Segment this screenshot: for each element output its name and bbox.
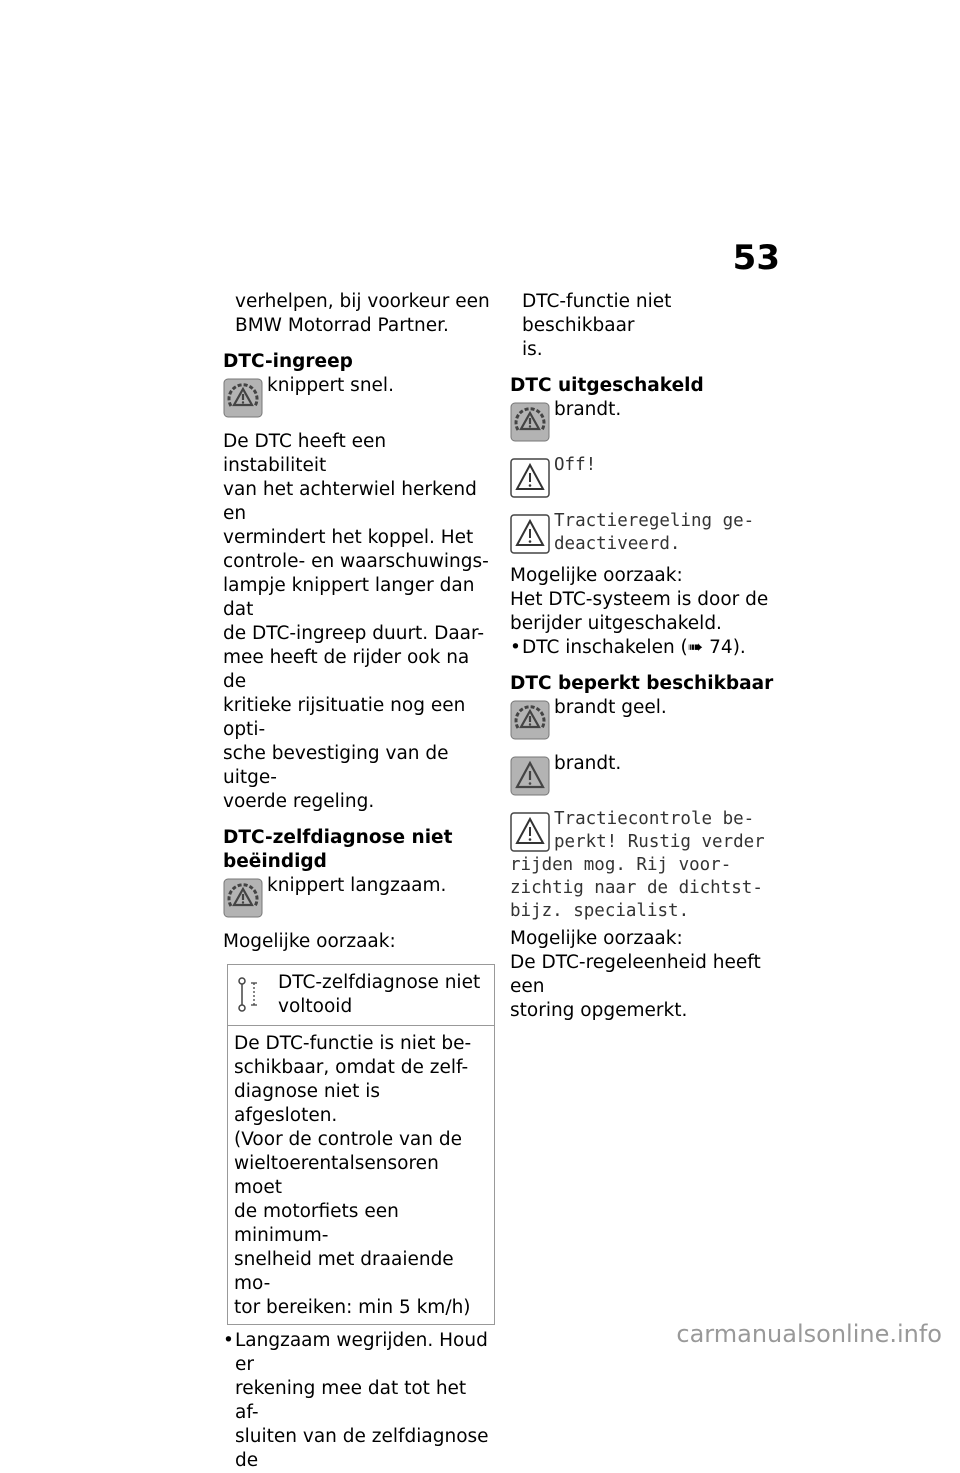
- display-message-limited: [554, 808, 765, 854]
- paragraph-line: controle- en waarschuwings-: [223, 551, 489, 572]
- cause-block: [510, 927, 782, 1023]
- display-message-off: Off!: [554, 455, 597, 475]
- page-number: 53: [732, 238, 780, 278]
- cause-line: Mogelijke oorzaak:: [510, 565, 683, 586]
- box-body-line: snelheid met draaiende mo-: [234, 1249, 454, 1294]
- display-line: Tractieregeling ge-: [554, 511, 755, 531]
- diagnosis-box-header: [228, 965, 494, 1026]
- diagnosis-box-title: [278, 971, 480, 1019]
- general-warning-lamp-text: brandt.: [554, 753, 622, 774]
- box-body-line: schikbaar, omdat de zelf-: [234, 1057, 469, 1078]
- box-body-line: wieltoerentalsensoren moet: [234, 1153, 439, 1198]
- section-title-dtc-ingreep: DTC-ingreep: [223, 351, 353, 372]
- warning-triangle-icon: [510, 458, 550, 498]
- intro-line: BMW Motorrad Partner.: [235, 315, 449, 336]
- dtc-lamp-text: knippert snel.: [267, 375, 394, 396]
- display-line: rijden mog. Rij voor-: [510, 855, 732, 875]
- cause-line: berijder uitgeschakeld.: [510, 613, 722, 634]
- intro-line: verhelpen, bij voorkeur een: [235, 291, 490, 312]
- dtc-lamp-row: [510, 696, 782, 740]
- display-message-deactivated: [554, 510, 754, 556]
- watermark: carmanualsonline.info: [676, 1320, 942, 1348]
- warning-triangle-icon: [510, 812, 550, 852]
- display-line: perkt! Rustig verder: [554, 832, 765, 852]
- dtc-lamp-text: brandt.: [554, 399, 622, 420]
- box-body-line: tor bereiken: min 5 km/h): [234, 1297, 471, 1318]
- bullet-item: [510, 636, 782, 660]
- warning-triangle-icon: [510, 514, 550, 554]
- paragraph-line: sche bevestiging van de uitge-: [223, 743, 449, 788]
- dtc-lamp-row: [223, 374, 495, 418]
- paragraph-line: voerde regeling.: [223, 791, 375, 812]
- box-title-line: DTC-zelfdiagnose niet: [278, 972, 481, 993]
- section-title-zelfdiagnose: DTC-zelfdiagnose niet: [223, 827, 453, 848]
- section-title-dtc-beperkt: DTC beperkt beschikbaar: [510, 673, 774, 694]
- display-line: zichtig naar de dichtst-: [510, 878, 763, 898]
- paragraph-line: vermindert het koppel. Het: [223, 527, 474, 548]
- bullet-line: rekening mee dat tot het af-: [235, 1378, 467, 1423]
- continued-line: is.: [522, 339, 543, 360]
- bullet-dot: •: [510, 637, 521, 658]
- display-line: bijz. specialist.: [510, 901, 690, 921]
- display-message-continued: [510, 854, 782, 923]
- dtc-warning-lamp-icon: [223, 878, 263, 918]
- cause-line: storing opgemerkt.: [510, 1000, 688, 1021]
- left-column: [223, 290, 495, 1473]
- box-body-line: diagnose niet is afgesloten.: [234, 1081, 381, 1126]
- dtc-lamp-row: [223, 874, 495, 918]
- bullet-line: sluiten van de zelfdiagnose de: [235, 1426, 489, 1471]
- display-message-row: [510, 808, 782, 854]
- dtc-warning-lamp-icon: [510, 402, 550, 442]
- display-line: deactiveerd.: [554, 534, 681, 554]
- general-warning-lamp-row: [510, 752, 782, 796]
- dtc-warning-lamp-icon: [510, 700, 550, 740]
- box-body-line: (Voor de controle van de: [234, 1129, 462, 1150]
- paragraph-line: van het achterwiel herkend en: [223, 479, 477, 524]
- paragraph-line: De DTC heeft een instabiliteit: [223, 431, 387, 476]
- diagnosis-gauge-icon: [236, 975, 272, 1019]
- display-line: Tractiecontrole be-: [554, 809, 755, 829]
- dtc-warning-lamp-icon: [223, 378, 263, 418]
- bullet-item: [223, 1329, 495, 1473]
- right-column: [510, 290, 782, 1023]
- cause-line: Het DTC-systeem is door de: [510, 589, 769, 610]
- cause-block: [510, 564, 782, 636]
- cause-label: Mogelijke oorzaak:: [223, 931, 396, 952]
- bullet-line: Langzaam wegrijden. Houd er: [235, 1330, 488, 1375]
- diagnosis-box-body: [228, 1026, 494, 1324]
- dtc-lamp-text: knippert langzaam.: [267, 875, 447, 896]
- display-message-row: [510, 454, 782, 498]
- diagnosis-box: [227, 964, 495, 1325]
- paragraph-line: de DTC-ingreep duurt. Daar-: [223, 623, 485, 644]
- continued-line: DTC-functie niet beschikbaar: [522, 291, 672, 336]
- box-body-line: De DTC-functie is niet be-: [234, 1033, 472, 1054]
- dtc-lamp-row: [510, 398, 782, 442]
- bullet-line[interactable]: DTC inschakelen (➠ 74).: [522, 637, 746, 658]
- display-message-row: [510, 510, 782, 556]
- box-body-line: de motorfiets een minimum-: [234, 1201, 399, 1246]
- section-title-dtc-uitgeschakeld: DTC uitgeschakeld: [510, 375, 704, 396]
- section-title-zelfdiagnose: beëindigd: [223, 851, 327, 872]
- bullet-dot: •: [223, 1330, 234, 1351]
- dtc-lamp-text: brandt geel.: [554, 697, 667, 718]
- cause-line: Mogelijke oorzaak:: [510, 928, 683, 949]
- paragraph-line: mee heeft de rijder ook na de: [223, 647, 470, 692]
- general-warning-lamp-icon: [510, 756, 550, 796]
- dtc-ingreep-paragraph: [223, 430, 495, 814]
- cause-line: De DTC-regeleenheid heeft een: [510, 952, 761, 997]
- paragraph-line: lampje knippert langer dan dat: [223, 575, 475, 620]
- box-title-line: voltooid: [278, 996, 353, 1017]
- paragraph-line: kritieke rijsituatie nog een opti-: [223, 695, 466, 740]
